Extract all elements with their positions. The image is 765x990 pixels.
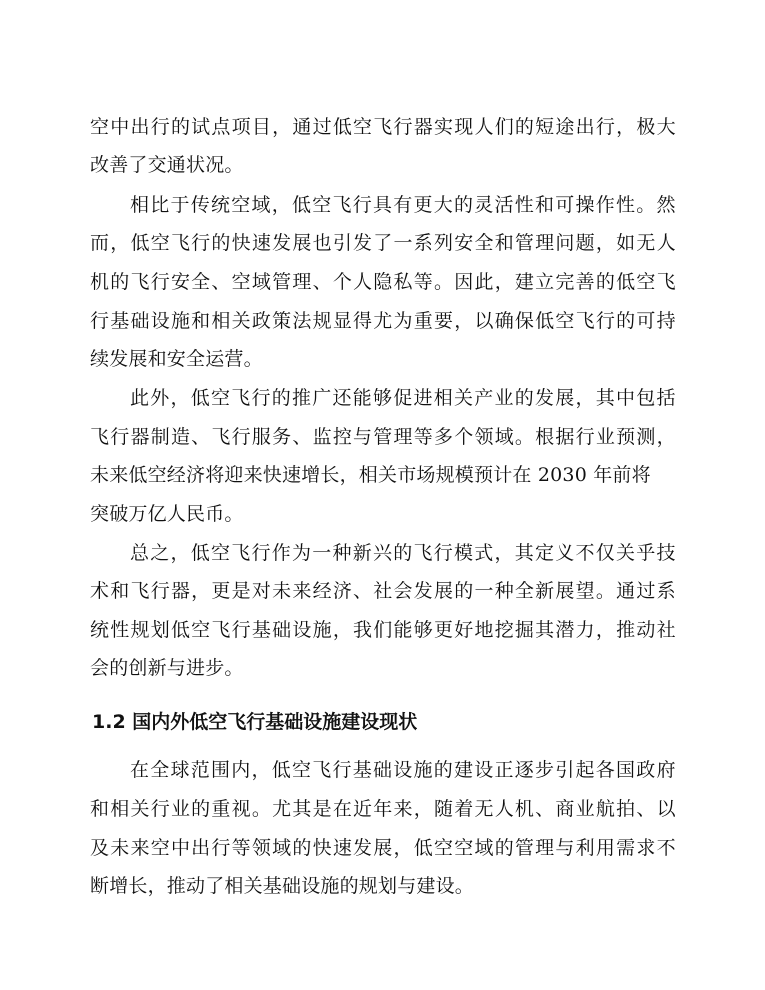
paragraph-line: 行 基 础 设 施 和 相 关 政 策 法 规 显 得 尤 为 重 要 ， 以 确 保 低 空 飞 行 的 可 持 bbox=[90, 310, 676, 332]
section-heading: 1.2 国内外低空飞行基础设施建设现状 bbox=[92, 711, 418, 733]
paragraph-line: 改善了交通状况。 bbox=[90, 154, 244, 176]
paragraph-line: 总 之 ， 低 空 飞 行 作 为 一 种 新 兴 的 飞 行 模 式 ， 其 定 义 不 仅 关 乎 技 bbox=[130, 542, 676, 564]
paragraph-line: 空 中 出 行 的 试 点 项 目 ， 通 过 低 空 飞 行 器 实 现 人 们 的 短 途 出 行 ， 极 大 bbox=[90, 116, 676, 138]
paragraph-line: 续发展和安全运营。 bbox=[90, 348, 263, 370]
paragraph-line: 此 外 ， 低 空 飞 行 的 推 广 还 能 够 促 进 相 关 产 业 的 发 展 ， 其 中 包 括 bbox=[130, 387, 676, 409]
paragraph-line: 未来低空经济将迎来快速增长，相关市场规模预计在 2030 年前将 bbox=[90, 464, 651, 486]
paragraph-line: 而 ， 低 空 飞 行 的 快 速 发 展 也 引 发 了 一 系 列 安 全 和 管 理 问 题 ， 如 无 人 bbox=[90, 232, 676, 254]
paragraph-line: 术 和 飞 行 器 ， 更 是 对 未 来 经 济 、 社 会 发 展 的 一 种 全 新 展 望 。 通 过 系 bbox=[90, 580, 676, 602]
paragraph-line: 飞 行 器 制 造 、 飞 行 服 务 、 监 控 与 管 理 等 多 个 领 域 。 根 据 行 业 预 测 ， bbox=[90, 426, 676, 448]
paragraph-line: 在 全 球 范 围 内 ， 低 空 飞 行 基 础 设 施 的 建 设 正 逐 步 引 起 各 国 政 府 bbox=[130, 759, 676, 781]
paragraph-line: 统 性 规 划 低 空 飞 行 基 础 设 施 ， 我 们 能 够 更 好 地 挖 掘 其 潜 力 ， 推 动 社 bbox=[90, 619, 676, 641]
paragraph-line: 相 比 于 传 统 空 域 ， 低 空 飞 行 具 有 更 大 的 灵 活 性 和 可 操 作 性 。 然 bbox=[130, 194, 676, 216]
paragraph-line: 及 未 来 空 中 出 行 等 领 域 的 快 速 发 展 ， 低 空 空 域 的 管 理 与 利 用 需 求 不 bbox=[90, 837, 676, 859]
paragraph-line: 突破万亿人民币。 bbox=[90, 503, 244, 525]
paragraph-line: 会的创新与进步。 bbox=[90, 657, 244, 679]
paragraph-line: 机 的 飞 行 安 全 、 空 域 管 理 、 个 人 隐 私 等 。 因 此 ， 建 立 完 善 的 低 空 飞 bbox=[90, 271, 676, 293]
paragraph-line: 断增长，推动了相关基础设施的规划与建设。 bbox=[90, 875, 475, 897]
paragraph-line: 和 相 关 行 业 的 重 视 。 尤 其 是 在 近 年 来 ， 随 着 无 人 机 、 商 业 航 拍 、 以 bbox=[90, 798, 676, 820]
